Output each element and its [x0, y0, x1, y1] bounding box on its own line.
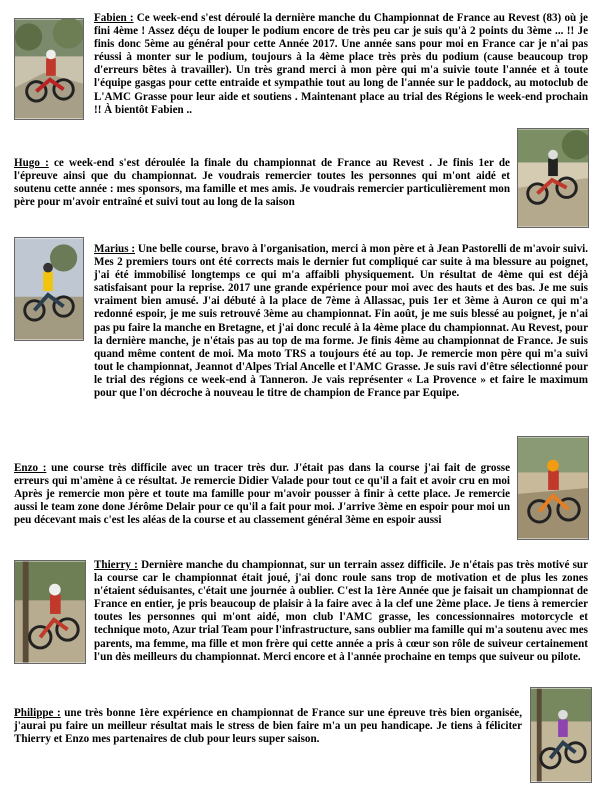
trial-rider-image — [518, 437, 588, 539]
photo-marius — [14, 237, 84, 341]
section-philippe — [14, 707, 522, 746]
author-name: Philippe : — [14, 707, 61, 719]
section-hugo — [14, 157, 510, 209]
section-text: Dernière manche du championnat, sur un terrain assez difficile. Je n'étais pas très motivé sur la course car le championnat était joué, j'ai donc roule sans trop de motivation et de plus les zones n'étaient séduisantes, c'était une journée à oublier. C'est la 1ère Année que je faisait un championnat de France en entier, je pris beaucoup de plaisir à la faire avec à la clef une 2ème place. Je tiens à remercier toutes les personnes qui m'ont aidé, mon club l'AMC grasse, les concessionnaires motorcycle et technique moto, Azur trial Team pour l'infrastructure, sans oublier ma famille qui m'a soutenu avec mes parents, ma femme, ma fille et mon frère qui cette année a pris à cœur son rôle de suiveur certainement l'un dès meilleurs du championnat. Merci encore et à l'année prochaine en temps que suiveur ou pilote. — [94, 559, 588, 663]
section-marius — [94, 243, 588, 400]
trial-rider-image — [15, 561, 85, 663]
section-text: ce week-end s'est déroulée la finale du championnat de France au Revest . Je finis 1er de l'épreuve ainsi que du championnat. Je voudrais remercier toutes les personnes qui m'ont aidé et soutenu cette année : mes sponsors, ma famille et mes amis. Je voudrais remercier particulièrement mon père pour m'avoir entraîné et suivi tout au long de la saison — [14, 157, 510, 209]
author-name: Hugo : — [14, 157, 49, 169]
author-name: Fabien : — [94, 12, 134, 24]
photo-hugo — [517, 128, 589, 228]
photo-fabien — [14, 18, 84, 120]
section-enzo — [14, 462, 510, 527]
trial-rider-image — [15, 238, 83, 340]
section-text: Une belle course, bravo à l'organisation, merci à mon père et à Jean Pastorelli de m'avoir suivi. Mes 2 premiers tours ont été corrects mais le dernier fut compliqué car suite à ma blessure au poignet, j'ai été immobilisé longtemps ce qui m'a affaibli physiquement. Un résultat de 4ème qui est déjà satisfaisant pour la reprise. 2017 une grande expérience pour moi avec des hauts et des bas. Je me suis vraiment bien amusé. J'ai débuté à la place de 7ème à Allassac, puis 1er et 3ème à Auron ce qui m'a redonné espoir, je me suis retrouvé 3ème au championnat. Fin août, je me suis blessé au poignet, je n'ai pas pu faire la manche en Bretagne, et j'ai donc reculé à la 4ème place du championnat. Au Revest, pour la dernière manche, je n'étais pas au top de ma forme. Je finis 4ème au championnat de France. Je suis quand même content de moi. Ma moto TRS a toujours été au top. Je remercie mon père qui m'a suivi tout le championnat, Jeannot d'Alpes Trial Ancelle et l'AMC Grasse. Je suis ravi d'être sélectionné pour le trial des régions ce week-end à Tanneron. Je vais représenter « La Provence » et faire le maximum pour que l'on décroche à nouveau le titre de champion de France par Equipe. — [94, 243, 588, 400]
trial-rider-image — [518, 129, 588, 227]
section-text: Ce week-end s'est déroulé la dernière manche du Championnat de France au Revest (83) où je fini 4ème ! Assez déçu de louper le podium encore de très peu car je suis qu'à 2 points du 3ème ... !! Je finis donc 5ème au général pour cette Année 2017. Une année sans pour moi en France car je n'ai pas réussi à monter sur le podium, toujours à la 4ème place très près du podium (cause beaucoup trop d'erreurs bêtes à travailler). Un très grand merci à mon père qui m'a suivie toute l'année et à toute l'équipe gasgas pour cette entraide et sympathie tout au long de l'année sur le paddock, au motoclub de L'AMC Grasse pour leur aide et soutiens . Maintenant place au trial des Régions le week-end prochain !! À bientôt Fabien .. — [94, 12, 588, 116]
section-thierry — [94, 559, 588, 664]
photo-philippe — [530, 687, 592, 783]
section-text: une très bonne 1ère expérience en championnat de France sur une épreuve très bien organisée, j'aurai pu faire un meilleur résultat mais le stress de bien faire m'a un peu handicape. Je tiens à féliciter Thierry et Enzo mes partenaires de club pour leurs super saison. — [14, 707, 522, 746]
trial-rider-image — [15, 19, 83, 119]
trial-rider-image — [531, 688, 591, 782]
section-fabien — [94, 12, 588, 117]
author-name: Enzo : — [14, 462, 47, 474]
author-name: Thierry : — [94, 559, 138, 571]
author-name: Marius : — [94, 243, 136, 255]
section-text: une course très difficile avec un tracer très dur. J'était pas dans la course j'ai fait de grosse erreurs qui m'amène à ce résultat. Je remercie Didier Valade pour tout ce qu'il a fait et avoir cru en moi Après je remercie mon père et toute ma famille pour m'avoir pousser à finir à cette place. Je remercie aussi le team zone done Jérôme Delair pour ce qu'il a fait pour moi. J'arrive 3ème en espoir pour moi un peu décevant mais c'est les aléas de la course et au classement général 3ème en espoir aussi — [14, 462, 511, 527]
photo-enzo — [517, 436, 589, 540]
photo-thierry — [14, 560, 86, 664]
